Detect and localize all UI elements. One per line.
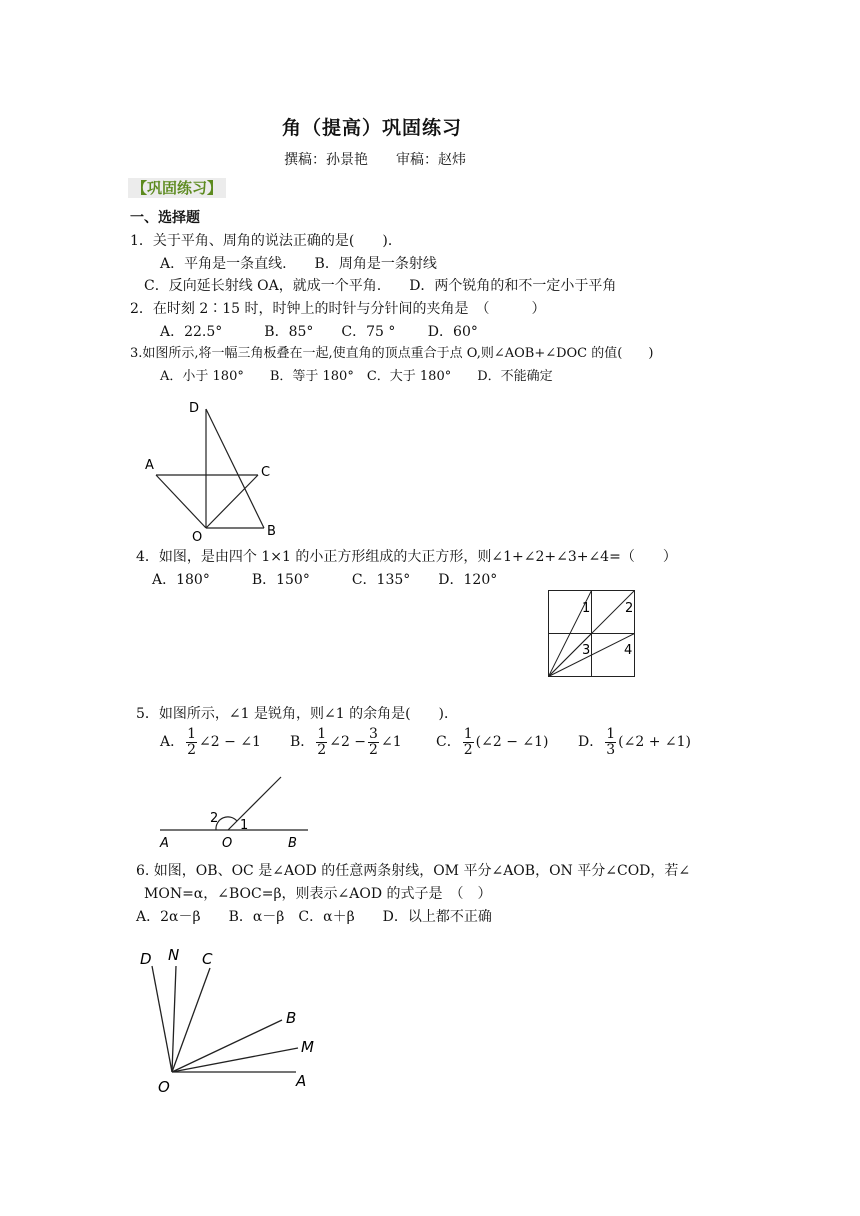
q5-d-num: 1 — [606, 726, 616, 742]
q3-label-d: D — [189, 401, 200, 416]
q5-option-b — [290, 727, 402, 757]
q6-stem-line2: MON=α，∠BOC=β，则表示∠AOD 的式子是 （ ） — [144, 886, 492, 902]
q4-label-1: 1 — [582, 601, 591, 616]
q5-a-num: 1 — [187, 726, 197, 742]
q4-label-2: 2 — [625, 601, 634, 616]
q5-option-c-expr: (∠2 − ∠1) — [475, 733, 549, 750]
q5-a-den: 2 — [187, 741, 197, 758]
q5-option-b-expr1: ∠2 − — [329, 733, 367, 750]
part-heading: 一、选择题 — [130, 210, 200, 226]
q5-option-b-expr2: ∠1 — [380, 733, 402, 750]
q1-stem: 1．关于平角、周角的说法正确的是( )． — [130, 233, 402, 249]
q5-option-b-fraction1 — [316, 727, 327, 757]
q5-d-den: 3 — [606, 741, 616, 758]
q5-option-d-expr: (∠2 + ∠1) — [618, 733, 691, 750]
q5-stem: 5．如图所示，∠1 是锐角，则∠1 的余角是( )． — [136, 706, 459, 722]
q6-label-m: M — [301, 1038, 314, 1056]
q6-label-c: C — [202, 950, 213, 968]
q5-label-o: O — [222, 836, 233, 851]
q5-label-angle1: 1 — [240, 818, 249, 833]
q3-figure — [140, 395, 300, 545]
q5-c-num: 1 — [463, 726, 473, 742]
q6-label-n: N — [168, 946, 180, 964]
q5-b-den1: 2 — [317, 741, 327, 758]
q5-c-den: 2 — [463, 741, 473, 758]
q5-option-d-fraction — [605, 727, 616, 757]
q2-options: A．22.5° B．85° C．75 ° D．60° — [160, 324, 478, 340]
q6-options: A．2α－β B．α－β C．α＋β D．以上都不正确 — [136, 909, 492, 925]
q3-label-a: A — [145, 458, 154, 473]
q3-label-c: C — [261, 465, 271, 480]
q5-option-a-expr: ∠2 − ∠1 — [199, 733, 261, 750]
q5-option-a-fraction — [186, 727, 197, 757]
q5-option-b-label: B． — [290, 733, 315, 750]
authors-line: 撰稿：孙景艳 审稿：赵炜 — [284, 152, 466, 168]
q5-option-d-label: D． — [578, 733, 604, 750]
q4-figure — [544, 586, 644, 682]
q5-option-c-label: C． — [436, 733, 461, 750]
q4-label-4: 4 — [624, 643, 633, 658]
q5-b-num1: 1 — [317, 726, 327, 742]
q6-stem-line1: 6. 如图，OB、OC 是∠AOD 的任意两条射线，OM 平分∠AOB，ON 平分∠COD，若∠ — [136, 863, 691, 879]
q5-option-d — [578, 727, 691, 757]
q5-label-b: B — [288, 836, 297, 851]
q4-label-3: 3 — [582, 643, 591, 658]
q4-stem: 4．如图，是由四个 1×1 的小正方形组成的大正方形，则∠1+∠2+∠3+∠4=（ ） — [136, 549, 677, 565]
q5-figure — [150, 773, 330, 855]
q1-options-cd: C．反向延长射线 OA，就成一个平角. D．两个锐角的和不一定小于平角 — [144, 278, 617, 294]
q3-label-b: B — [267, 524, 276, 539]
q5-option-b-fraction2 — [368, 727, 379, 757]
q5-option-a-label: A． — [160, 733, 185, 750]
page-title: 角（提高）巩固练习 — [282, 117, 463, 139]
q3-options: A．小于 180° B．等于 180° C．大于 180° D．不能确定 — [160, 369, 553, 384]
q5-option-c — [436, 727, 548, 757]
q4-options: A．180° B．150° C．135° D．120° — [152, 572, 498, 588]
q6-label-b: B — [286, 1009, 297, 1027]
q2-stem: 2．在时刻 2∶15 时，时钟上的时针与分针间的夹角是 （ ） — [130, 301, 546, 317]
q1-options-ab: A．平角是一条直线. B．周角是一条射线 — [160, 256, 437, 272]
q5-label-angle2: 2 — [210, 811, 219, 826]
section-tag: 【巩固练习】 — [128, 178, 226, 198]
q3-label-o: O — [192, 530, 203, 545]
q6-label-o: O — [158, 1078, 170, 1096]
q5-b-den2: 2 — [369, 741, 378, 758]
q6-label-d: D — [140, 950, 152, 968]
q5-b-num2: 3 — [369, 726, 378, 742]
q5-option-a — [160, 727, 261, 757]
q6-label-a: A — [296, 1072, 307, 1090]
q6-figure — [130, 940, 330, 1100]
q3-stem: 3.如图所示,将一幅三角板叠在一起,使直角的顶点重合于点 O,则∠AOB+∠DOC 的值( ) — [130, 346, 654, 361]
q5-label-a: A — [160, 836, 169, 851]
q5-option-c-fraction — [463, 727, 474, 757]
